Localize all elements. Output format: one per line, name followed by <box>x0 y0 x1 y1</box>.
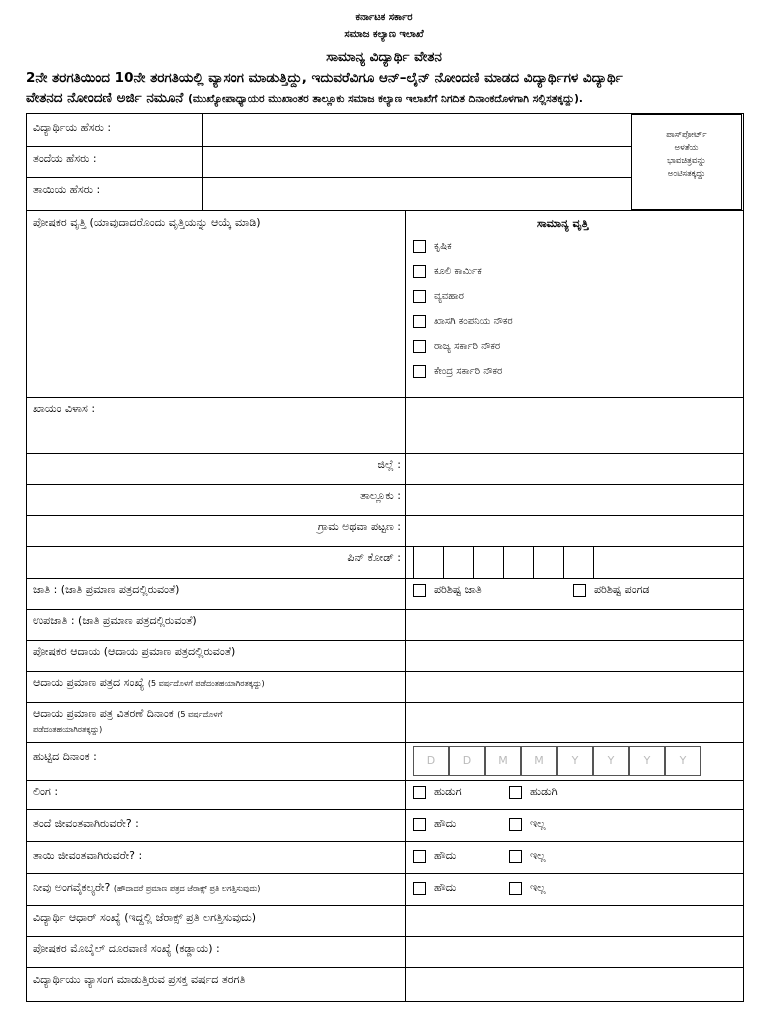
income-field[interactable] <box>406 641 743 671</box>
district-label: ಜಿಲ್ಲೆ : <box>377 458 401 471</box>
income-cert-date-label: ಆದಾಯ ಪ್ರಮಾಣ ಪತ್ರ ವಿತರಣೆ ದಿನಾಂಕ (5 ವರ್ಷದೊಳಗೆ <box>33 707 223 720</box>
checkbox[interactable] <box>413 850 426 863</box>
intro-line-1: 2ನೇ ತರಗತಿಯಿಂದ 10ನೇ ತರಗತಿಯಲ್ಲಿ ವ್ಯಾಸಂಗ ಮಾಡುತ್ತಿದ್ದು, ಇದುವರೆವಿಗೂ ಆನ್–ಲೈನ್ ನೋಂದಣಿ ಮಾಡದ ವಿದ್ಯಾರ್ಥಿಗಳ ವಿದ್ಯಾರ್ಥಿ <box>26 70 623 86</box>
income-cert-date-note-2: ಪಡೆದಂತಹಯಾಗಿರತಕ್ಕದ್ದು) <box>33 725 103 734</box>
income-cert-date-field[interactable] <box>406 703 743 742</box>
taluk-label: ತಾಲ್ಲೂಕು : <box>360 489 401 502</box>
dob-box[interactable]: M <box>485 746 521 776</box>
pincode-digit[interactable] <box>444 547 474 578</box>
mobile-field[interactable] <box>406 937 743 967</box>
occupation-label: ಪೋಷಕರ ವೃತ್ತಿ (ಯಾವುದಾದರೊಂದು ವೃತ್ತಿಯನ್ನು ಆಯ್ಕೆ ಮಾಡಿ) <box>33 216 261 229</box>
mother-name-field[interactable] <box>203 178 630 210</box>
dob-box[interactable]: Y <box>665 746 701 776</box>
photo-line-2: ಅಳತೆಯ <box>674 143 699 153</box>
checkbox[interactable] <box>413 290 426 303</box>
address-label: ಖಾಯಂ ವಿಳಾಸ : <box>33 402 96 415</box>
checkbox[interactable] <box>413 786 426 799</box>
form-title: ಸಾಮಾನ್ಯ ವಿದ್ಯಾರ್ಥಿ ವೇತನ <box>326 49 442 65</box>
class-label: ವಿದ್ಯಾರ್ಥಿಯು ವ್ಯಾಸಂಗ ಮಾಡುತ್ತಿರುವ ಪ್ರಸಕ್ತ ವರ್ಷದ ತರಗತಿ <box>33 973 246 986</box>
caste-label: ಜಾತಿ : (ಜಾತಿ ಪ್ರಮಾಣ ಪತ್ರದಲ್ಲಿರುವಂತೆ) <box>33 583 180 596</box>
income-cert-no-note: (5 ವರ್ಷದೊಳಗೆ ಪಡೆದಂತಹಯಾಗಿರತಕ್ಕದ್ದು) <box>147 679 265 688</box>
disabled-note: (ಹೌದಾದರೆ ಪ್ರಮಾಣ ಪತ್ರದ ಜೆರಾಕ್ಸ್ ಪ್ರತಿ ಲಗತ್ತಿಸುವುದು) <box>113 884 261 893</box>
subcaste-label: ಉಪಜಾತಿ : (ಜಾತಿ ಪ್ರಮಾಣ ಪತ್ರದಲ್ಲಿರುವಂತೆ) <box>33 614 197 627</box>
occupation-option-business[interactable]: ವ್ಯವಹಾರ <box>413 290 464 303</box>
disabled-no[interactable]: ಇಲ್ಲ <box>509 881 546 895</box>
photo-box[interactable] <box>631 114 742 210</box>
mother-alive-no[interactable]: ಇಲ್ಲ <box>509 849 546 863</box>
income-label: ಪೋಷಕರ ಆದಾಯ (ಆದಾಯ ಪ್ರಮಾಣ ಪತ್ರದಲ್ಲಿರುವಂತೆ) <box>33 645 236 658</box>
pincode-digit[interactable] <box>534 547 564 578</box>
application-form <box>26 113 744 1002</box>
caste-option-sc[interactable]: ಪರಿಶಿಷ್ಟ ಜಾತಿ <box>413 583 482 597</box>
father-name-field[interactable] <box>203 147 630 177</box>
dob-label: ಹುಟ್ಟಿದ ದಿನಾಂಕ : <box>33 750 97 763</box>
father-alive-yes[interactable]: ಹೌದು <box>413 817 456 831</box>
occupation-title: ಸಾಮಾನ್ಯ ವೃತ್ತಿ <box>537 217 589 230</box>
class-field[interactable] <box>406 968 743 1000</box>
pincode-digit[interactable] <box>414 547 444 578</box>
dob-box[interactable]: D <box>449 746 485 776</box>
mother-alive-label: ತಾಯಿ ಜೀವಂತವಾಗಿರುವರೇ? : <box>33 849 143 862</box>
gender-option-girl[interactable]: ಹುಡುಗಿ <box>509 785 558 799</box>
dob-box[interactable]: M <box>521 746 557 776</box>
checkbox[interactable] <box>509 882 522 895</box>
checkbox[interactable] <box>413 584 426 597</box>
pincode-digit[interactable] <box>474 547 504 578</box>
checkbox[interactable] <box>509 850 522 863</box>
pincode-digit[interactable] <box>504 547 534 578</box>
caste-option-st[interactable]: ಪರಿಶಿಷ್ಟ ಪಂಗಡ <box>573 583 650 597</box>
intro-line-2-note: (ಮುಖ್ಯೋಪಾಧ್ಯಾಯರ ಮುಖಾಂತರ ತಾಲ್ಲೂಕು ಸಮಾಜ ಕಲ್ಯಾಣ ಇಲಾಖೆಗೆ ನಿಗದಿತ ದಿನಾಂಕದೊಳಗಾಗಿ ಸಲ್ಲಿಸತಕ್ಕದ್ದು). <box>188 93 583 105</box>
checkbox[interactable] <box>509 818 522 831</box>
mobile-label: ಪೋಷಕರ ಮೊಬೈಲ್ ದೂರವಾಣಿ ಸಂಖ್ಯೆ (ಕಡ್ಡಾಯ) : <box>33 942 220 955</box>
father-alive-label: ತಂದೆ ಜೀವಂತವಾಗಿರುವರೇ? : <box>33 817 139 830</box>
village-field[interactable] <box>406 516 743 546</box>
occupation-option-labourer[interactable]: ಕೂಲಿ ಕಾರ್ಮಿಕ <box>413 265 482 278</box>
intro-line-2 <box>26 90 761 106</box>
mother-alive-yes[interactable]: ಹೌದು <box>413 849 456 863</box>
checkbox[interactable] <box>413 265 426 278</box>
occupation-option-private[interactable]: ಖಾಸಗಿ ಕಂಪನಿಯ ನೌಕರ <box>413 315 513 328</box>
gender-option-boy[interactable]: ಹುಡುಗ <box>413 785 462 799</box>
intro-line-2-main: ವೇತನದ ನೋಂದಣಿ ಅರ್ಜಿ ನಮೂನೆ <box>26 90 184 106</box>
checkbox[interactable] <box>573 584 586 597</box>
subcaste-field[interactable] <box>406 610 743 640</box>
photo-line-3: ಭಾವಚಿತ್ರವನ್ನು <box>667 156 706 166</box>
disabled-yes[interactable]: ಹೌದು <box>413 881 456 895</box>
dob-box[interactable]: Y <box>557 746 593 776</box>
checkbox[interactable] <box>413 315 426 328</box>
income-cert-date-note: (5 ವರ್ಷದೊಳಗೆ <box>177 710 223 719</box>
father-name-label: ತಂದೆಯ ಹೆಸರು : <box>33 152 97 165</box>
occupation-option-state-govt[interactable]: ರಾಜ್ಯ ಸರ್ಕಾರಿ ನೌಕರ <box>413 340 500 353</box>
checkbox[interactable] <box>413 365 426 378</box>
dob-box[interactable]: Y <box>593 746 629 776</box>
pincode-digit[interactable] <box>564 547 594 578</box>
student-name-label: ವಿದ್ಯಾರ್ಥಿಯ ಹೆಸರು : <box>33 121 112 134</box>
district-field[interactable] <box>406 454 743 484</box>
checkbox[interactable] <box>413 340 426 353</box>
occupation-option-farmer[interactable]: ಕೃಷಿಕ <box>413 240 452 253</box>
taluk-field[interactable] <box>406 485 743 515</box>
pincode-boxes[interactable] <box>413 547 594 578</box>
checkbox[interactable] <box>413 882 426 895</box>
dob-box[interactable]: Y <box>629 746 665 776</box>
village-label: ಗ್ರಾಮ ಅಥವಾ ಪಟ್ಟಣ : <box>317 520 401 533</box>
government-label: ಕರ್ನಾಟಕ ಸರ್ಕಾರ <box>355 12 413 23</box>
photo-line-1: ಪಾಸ್‌ಪೋರ್ಟ್ <box>666 130 707 140</box>
address-field[interactable] <box>406 398 743 453</box>
pincode-label: ಪಿನ್ ಕೋಡ್ : <box>347 551 401 564</box>
occupation-option-central-govt[interactable]: ಕೇಂದ್ರ ಸರ್ಕಾರಿ ನೌಕರ <box>413 365 502 378</box>
mother-name-label: ತಾಯಿಯ ಹೆಸರು : <box>33 183 101 196</box>
checkbox[interactable] <box>509 786 522 799</box>
income-cert-no-field[interactable] <box>406 672 743 702</box>
gender-label: ಲಿಂಗ : <box>33 785 59 798</box>
department-label: ಸಮಾಜ ಕಲ್ಯಾಣ ಇಲಾಖೆ <box>344 29 424 40</box>
checkbox[interactable] <box>413 240 426 253</box>
student-name-field[interactable] <box>203 114 630 146</box>
aadhar-label: ವಿದ್ಯಾರ್ಥಿ ಆಧಾರ್ ಸಂಖ್ಯೆ (ಇದ್ದಲ್ಲಿ ಜೆರಾಕ್ಸ್ ಪ್ರತಿ ಲಗತ್ತಿಸುವುದು) <box>33 911 257 924</box>
dob-box[interactable]: D <box>413 746 449 776</box>
aadhar-field[interactable] <box>406 906 743 936</box>
disabled-label: ನೀವು ಅಂಗವೈಕಲ್ಯರೇ? (ಹೌದಾದರೆ ಪ್ರಮಾಣ ಪತ್ರದ ಜೆರಾಕ್ಸ್ ಪ್ರತಿ ಲಗತ್ತಿಸುವುದು) <box>33 881 261 894</box>
photo-line-4: ಅಂಟಿಸತಕ್ಕದ್ದು <box>667 169 706 179</box>
income-cert-no-label: ಆದಾಯ ಪ್ರಮಾಣ ಪತ್ರದ ಸಂಖ್ಯೆ (5 ವರ್ಷದೊಳಗೆ ಪಡೆದಂತಹಯಾಗಿರತಕ್ಕದ್ದು) <box>33 676 265 689</box>
checkbox[interactable] <box>413 818 426 831</box>
father-alive-no[interactable]: ಇಲ್ಲ <box>509 817 546 831</box>
